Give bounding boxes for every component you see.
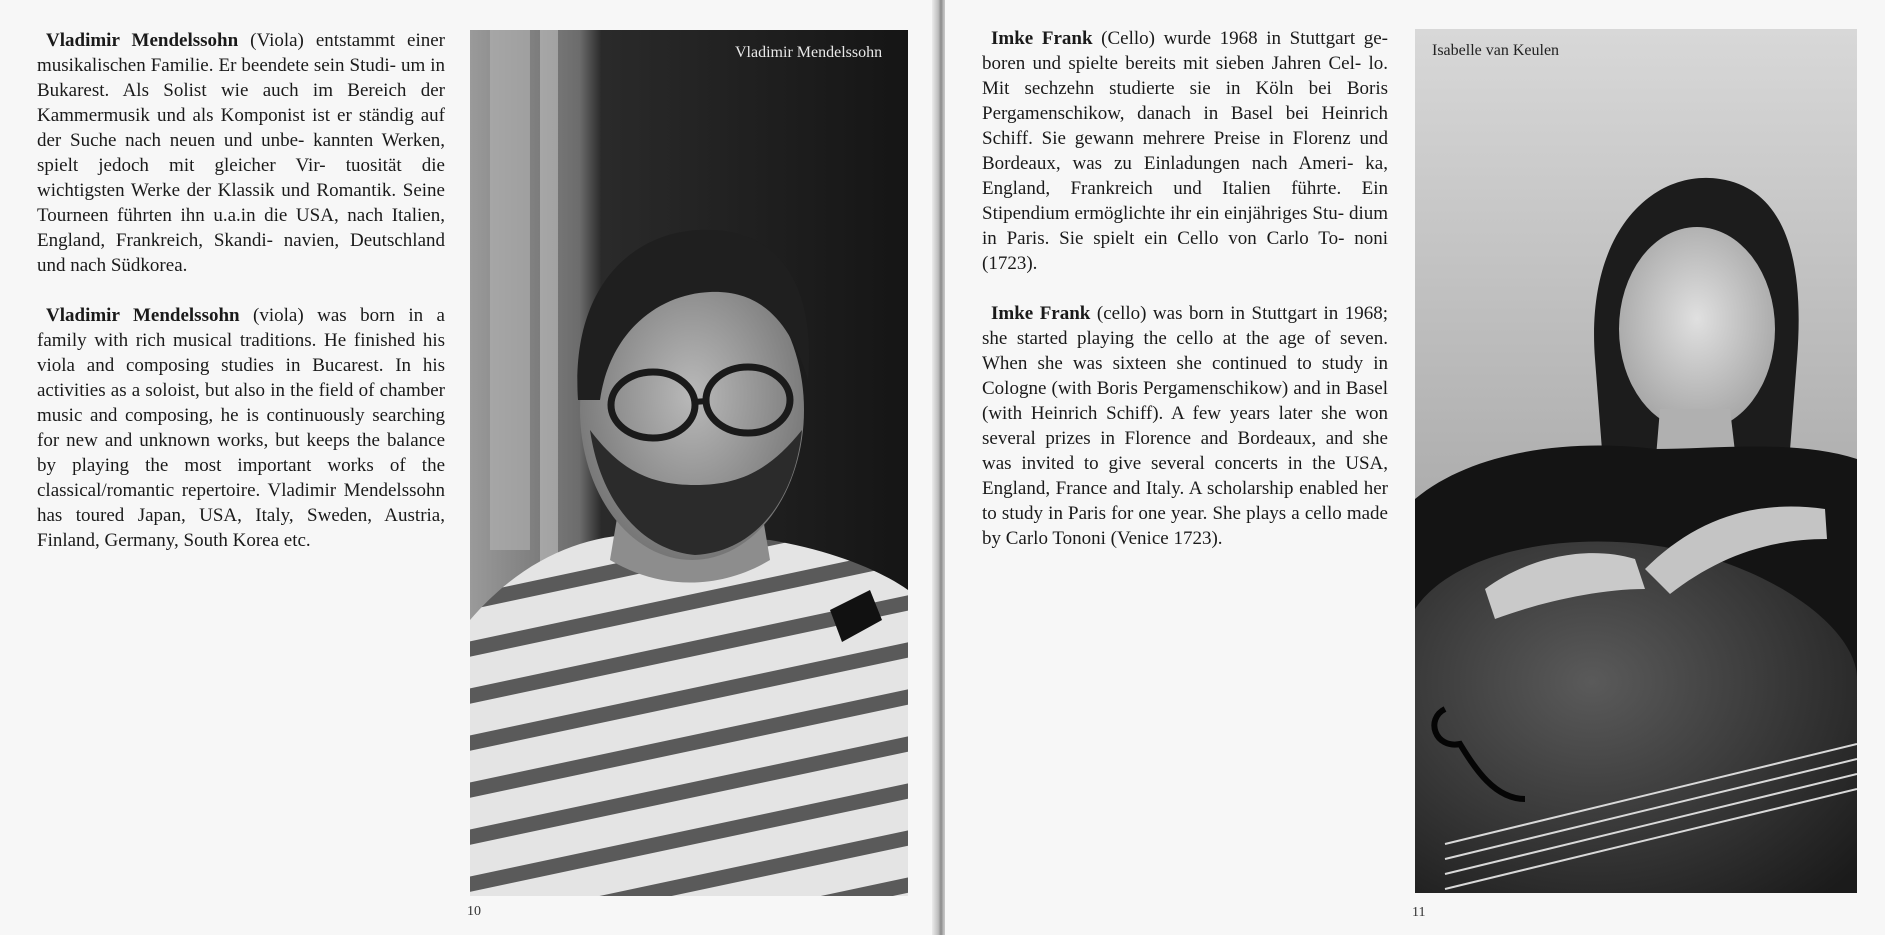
right-biography: [982, 26, 1388, 576]
page-number: 10: [467, 904, 481, 919]
portrait-photo-van-keulen: [1415, 29, 1857, 893]
right-page: [945, 0, 1885, 935]
page-number: 11: [1412, 905, 1426, 920]
portrait-illustration: [1415, 29, 1857, 893]
english-paragraph: [982, 301, 1388, 551]
artist-name: Imke Frank: [991, 303, 1091, 324]
english-paragraph: [37, 303, 445, 553]
paragraph-text: (Cello) wurde 1968 in Stuttgart ge- boren und spielte bereits mit sieben Jahren Cel- lo. Mit sechzehn studierte sie in Köln bei Boris Pergamenschikow, danach in Basel bei Heinrich Schiff. Sie gewann mehrere Preise in Florenz und Bordeaux, was zu Einladungen nach Ameri- ka, England, Frankreich und Italien führte. Ein Stipendium ermöglichte ihr ein einjähriges Stu- dium in Paris. Sie spielt ein Cello von Carlo To- noni (1723).: [982, 28, 1388, 274]
paragraph-text: (cello) was born in Stuttgart in 1968; she started playing the cello at the age of seven. When she was sixteen she continued to study in Cologne (with Boris Pergamenschikow) and in Basel (with Heinrich Schiff). A few years later she won several prizes in Florence and Bordeaux, and she was invited to give several concerts in the USA, England, France and Italy. A scholarship enabled her to study in Paris for one year. She plays a cello made by Carlo Tononi (Venice 1723).: [982, 303, 1388, 549]
artist-name: Imke Frank: [991, 28, 1093, 49]
portrait-illustration: [470, 30, 908, 896]
german-paragraph: [37, 28, 445, 278]
german-paragraph: [982, 26, 1388, 276]
photo-caption: Isabelle van Keulen: [1432, 42, 1560, 59]
paragraph-text: (viola) was born in a family with rich musical traditions. He finished his viola and composing studies in Bucarest. In his activities as a soloist, but also in the field of chamber music and composing, he is continuously searching for new and unknown works, but keeps the balance by playing the most important works of the classical/romantic repertoire. Vladimir Mendelssohn has toured Japan, USA, Italy, Sweden, Austria, Finland, Germany, South Korea etc.: [37, 305, 445, 551]
paragraph-text: (Viola) entstammt einer musikalischen Familie. Er beendete sein Studi- um in Bukarest. Als Solist wie auch im Bereich der Kammermusik und als Komponist ist er ständig auf der Suche nach neuen und unbe- kannten Werken, spielt jedoch mit gleicher Vir- tuosität die wichtigsten Werke der Klassik und Romantik. Seine Tourneen führten ihn u.a.in die USA, nach Italien, England, Frankreich, Skandi- navien, Deutschland und nach Südkorea.: [37, 30, 445, 276]
left-page: [0, 0, 938, 935]
photo-caption: Vladimir Mendelssohn: [735, 44, 883, 61]
portrait-photo-mendelssohn: [470, 30, 908, 896]
artist-name: Vladimir Mendelssohn: [46, 30, 239, 51]
artist-name: Vladimir Mendelssohn: [46, 305, 240, 326]
left-biography: [37, 28, 445, 578]
